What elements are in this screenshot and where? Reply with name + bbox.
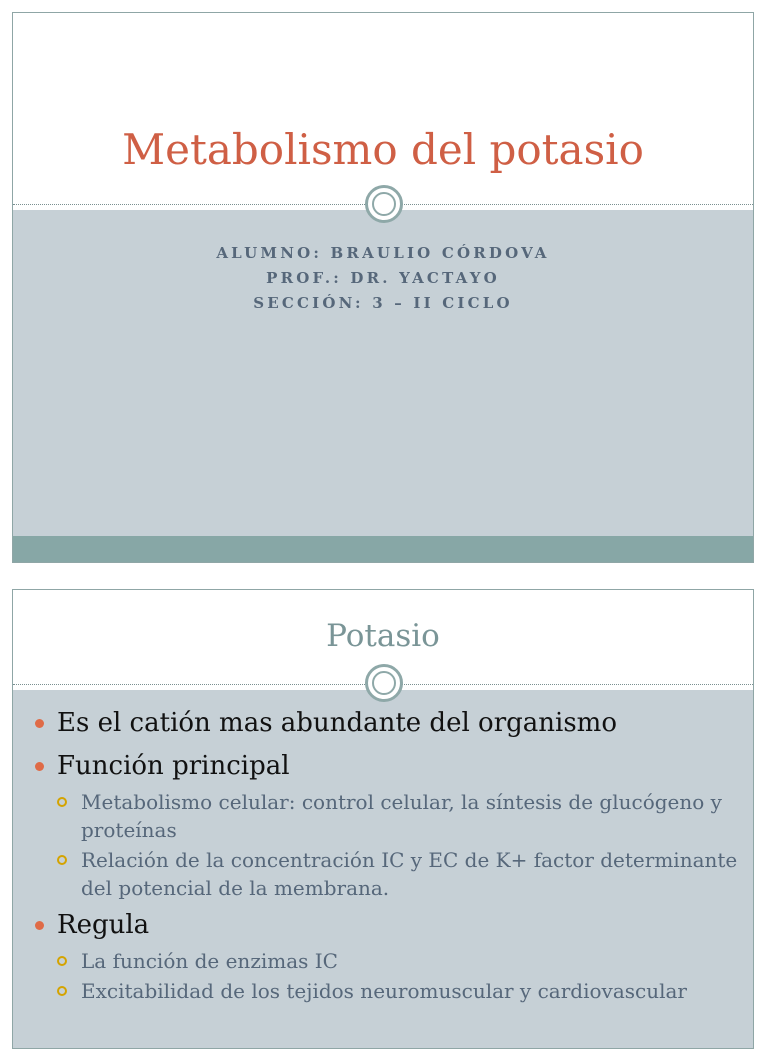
- slide-title-text: Potasio: [326, 618, 440, 654]
- bullet-text: Función principal: [57, 751, 290, 781]
- sub-bullet-text: Excitabilidad de los tejidos neuromuscular y cardiovascular: [81, 979, 687, 1003]
- bullet-item: [35, 708, 745, 738]
- bullet-item: [35, 910, 745, 940]
- sub-bullet-text: Metabolismo celular: control celular, la síntesis de glucógeno y proteínas: [81, 790, 722, 842]
- subtitle: [13, 241, 753, 316]
- sub-bullet-item: [35, 846, 745, 902]
- sub-bullet-ring-icon: [57, 956, 67, 966]
- slide-title: [12, 12, 754, 563]
- bullet-item: [35, 751, 745, 781]
- sub-bullet-ring-icon: [57, 986, 67, 996]
- subtitle-professor: PROF.: DR. YACTAYO: [266, 269, 500, 287]
- sub-bullet-item: [35, 977, 745, 1005]
- subtitle-section: SECCIÓN: 3 – II CICLO: [253, 294, 513, 312]
- title-area: [13, 13, 753, 210]
- bullet-list: [35, 708, 745, 1013]
- sub-bullet-ring-icon: [57, 855, 67, 865]
- bullet-dot-icon: [35, 719, 44, 728]
- sub-bullet-ring-icon: [57, 797, 67, 807]
- sub-bullet-text: La función de enzimas IC: [81, 949, 338, 973]
- bullet-text: Regula: [57, 910, 150, 940]
- slide-potasio: [12, 589, 754, 1049]
- sub-bullet-item: [35, 947, 745, 975]
- bullet-dot-icon: [35, 762, 44, 771]
- subtitle-student: ALUMNO: BRAULIO CÓRDOVA: [216, 244, 550, 262]
- slide-title-text: Metabolismo del potasio: [122, 125, 644, 174]
- divider-ring-icon: [365, 664, 403, 702]
- bullet-text: Es el catión mas abundante del organismo: [57, 708, 617, 738]
- sub-bullet-text: Relación de la concentración IC y EC de K+ factor determinante del potencial de la membrana.: [81, 848, 738, 900]
- sub-bullet-item: [35, 788, 745, 844]
- bottom-bar: [13, 536, 753, 562]
- bullet-dot-icon: [35, 921, 44, 930]
- divider-ring-icon: [365, 185, 403, 223]
